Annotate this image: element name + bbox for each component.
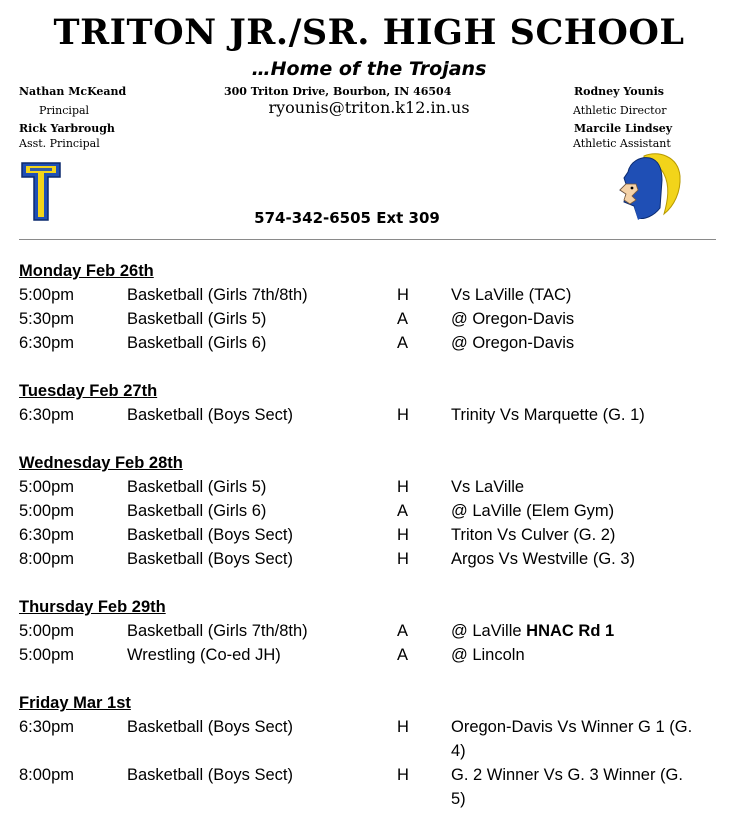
event-time: 5:00pm xyxy=(19,286,75,304)
event-time: 5:30pm xyxy=(19,310,75,328)
event-row xyxy=(19,523,719,547)
event-home-away: H xyxy=(397,526,409,544)
asst-principal-name: Rick Yarbrough xyxy=(19,122,115,135)
school-name: TRITON JR./SR. HIGH SCHOOL xyxy=(53,12,685,53)
event-opponent: @ Oregon-Davis xyxy=(451,334,575,352)
event-opponent xyxy=(451,619,701,643)
event-home-away: A xyxy=(397,310,409,328)
header-divider xyxy=(19,239,716,240)
event-sport: Basketball (Girls 7th/8th) xyxy=(127,622,308,640)
event-home-away: A xyxy=(397,334,409,352)
event-opponent-text: @ LaVille xyxy=(451,622,527,640)
event-opponent: Vs LaVille xyxy=(451,478,525,496)
event-opponent: @ Oregon-Davis xyxy=(451,310,575,328)
event-sport: Basketball (Boys Sect) xyxy=(127,526,293,544)
event-row xyxy=(19,643,719,667)
event-sport: Wrestling (Co-ed JH) xyxy=(127,646,281,664)
event-sport: Basketball (Boys Sect) xyxy=(127,406,293,424)
event-row xyxy=(19,403,719,427)
event-row xyxy=(19,715,719,763)
event-sport: Basketball (Girls 5) xyxy=(127,310,267,328)
event-sport: Basketball (Girls 7th/8th) xyxy=(127,286,308,304)
day-heading: Monday Feb 26th xyxy=(19,262,154,280)
athletic-director-title: Athletic Director xyxy=(573,104,667,117)
asst-principal-title: Asst. Principal xyxy=(19,137,100,150)
event-sport: Basketball (Girls 6) xyxy=(127,334,267,352)
event-opponent: @ Lincoln xyxy=(451,646,525,664)
event-home-away: A xyxy=(397,622,409,640)
event-row xyxy=(19,307,719,331)
day-heading: Tuesday Feb 27th xyxy=(19,382,158,400)
event-sport: Basketball (Boys Sect) xyxy=(127,718,293,736)
event-opponent: Oregon-Davis Vs Winner G 1 (G. 4) xyxy=(451,718,693,760)
event-time: 5:00pm xyxy=(19,478,75,496)
event-opponent: Trinity Vs Marquette (G. 1) xyxy=(451,406,645,424)
event-time: 6:30pm xyxy=(19,406,75,424)
event-sport: Basketball (Girls 5) xyxy=(127,478,267,496)
event-opponent: @ LaVille (Elem Gym) xyxy=(451,502,615,520)
event-home-away: H xyxy=(397,766,409,784)
athletic-assistant-title: Athletic Assistant xyxy=(573,137,671,150)
principal-name: Nathan McKeand xyxy=(19,85,127,98)
event-row xyxy=(19,619,719,643)
event-sport: Basketball (Girls 6) xyxy=(127,502,267,520)
event-time: 8:00pm xyxy=(19,766,75,784)
event-time: 8:00pm xyxy=(19,550,75,568)
school-address: 300 Triton Drive, Bourbon, IN 46504 xyxy=(224,85,452,98)
day-section xyxy=(19,259,719,355)
event-home-away: H xyxy=(397,550,409,568)
event-home-away: H xyxy=(397,406,409,424)
day-heading: Friday Mar 1st xyxy=(19,694,131,712)
event-time: 6:30pm xyxy=(19,334,75,352)
event-time: 5:00pm xyxy=(19,646,75,664)
event-row xyxy=(19,475,719,499)
event-opponent: Vs LaVille (TAC) xyxy=(451,286,572,304)
event-home-away: H xyxy=(397,718,409,736)
day-heading: Wednesday Feb 28th xyxy=(19,454,183,472)
event-time: 5:00pm xyxy=(19,502,75,520)
event-row xyxy=(19,499,719,523)
principal-title: Principal xyxy=(39,104,90,117)
athletic-assistant-name: Marcile Lindsey xyxy=(574,122,673,135)
event-home-away: A xyxy=(397,646,409,664)
event-row xyxy=(19,331,719,355)
event-home-away: A xyxy=(397,502,409,520)
event-opponent: Argos Vs Westville (G. 3) xyxy=(451,550,635,568)
phone-number: 574-342-6505 Ext 309 xyxy=(254,209,440,227)
day-heading: Thursday Feb 29th xyxy=(19,598,166,616)
day-section xyxy=(19,379,719,427)
event-row xyxy=(19,283,719,307)
weekly-schedule xyxy=(19,259,719,811)
event-time: 6:30pm xyxy=(19,718,75,736)
athletic-director-name: Rodney Younis xyxy=(574,85,664,98)
event-home-away: H xyxy=(397,286,409,304)
event-opponent: Triton Vs Culver (G. 2) xyxy=(451,526,616,544)
event-sport: Basketball (Boys Sect) xyxy=(127,766,293,784)
day-section xyxy=(19,451,719,571)
event-sport: Basketball (Boys Sect) xyxy=(127,550,293,568)
event-opponent: G. 2 Winner Vs G. 3 Winner (G. 5) xyxy=(451,766,683,808)
day-section xyxy=(19,691,719,811)
tagline: …Home of the Trojans xyxy=(251,58,487,80)
event-time: 5:00pm xyxy=(19,622,75,640)
event-note: HNAC Rd 1 xyxy=(526,622,615,640)
event-row xyxy=(19,763,719,811)
event-home-away: H xyxy=(397,478,409,496)
day-section xyxy=(19,595,719,667)
event-row xyxy=(19,547,719,571)
event-time: 6:30pm xyxy=(19,526,75,544)
email-address: ryounis@triton.k12.in.us xyxy=(268,98,470,117)
